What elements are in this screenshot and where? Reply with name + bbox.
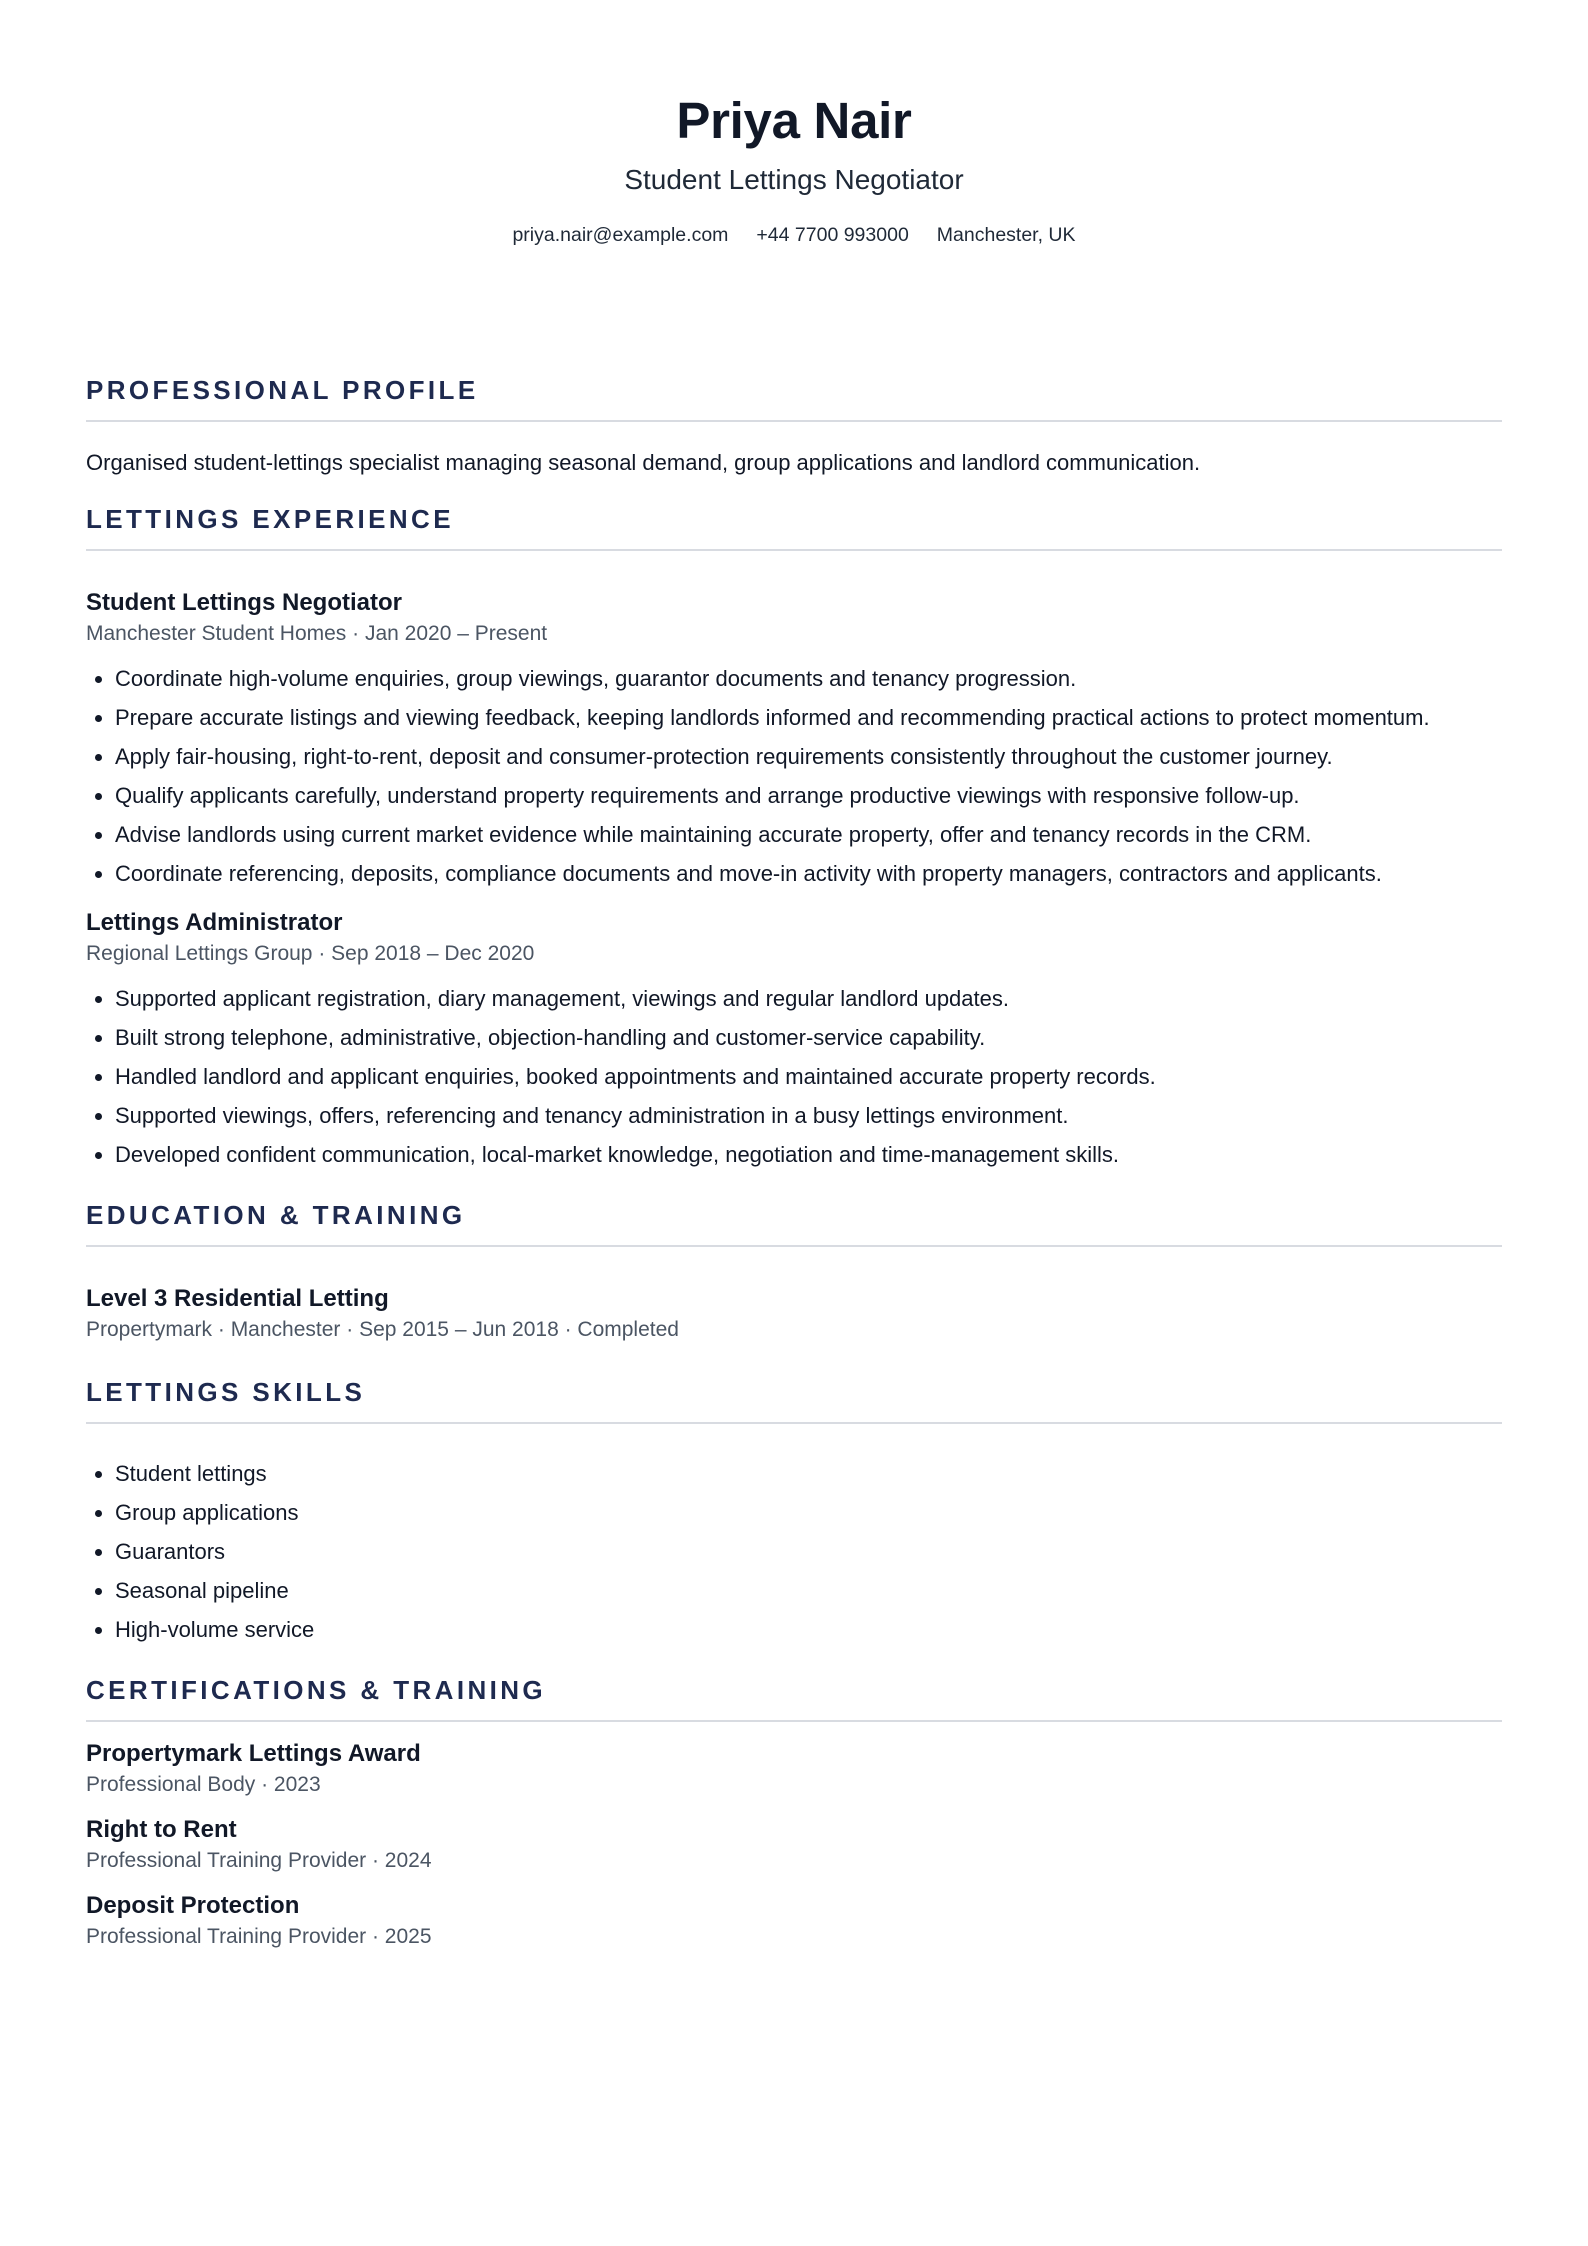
education-qualification: Level 3 Residential Letting (86, 1285, 389, 1313)
job-bullet: • Supported applicant registration, diary management, viewings and regular landlord updates. (115, 979, 1502, 1018)
job-bullet: • Advise landlords using current market evidence while maintaining accurate property, offer and tenancy records in the CRM. (115, 815, 1502, 854)
skills-section (86, 1377, 1502, 1649)
education-section (86, 1200, 1502, 1343)
job-entry (86, 589, 1502, 893)
job-bullet: • Supported viewings, offers, referencing and tenancy administration in a busy lettings environment. (115, 1096, 1502, 1135)
experience-section (86, 504, 1502, 1174)
job-bullet: • Coordinate high-volume enquiries, group viewings, guarantor documents and tenancy progression. (115, 659, 1502, 698)
job-role: Lettings Administrator (86, 909, 343, 937)
job-bullets (86, 659, 1502, 893)
skill-item: • Guarantors (115, 1532, 1502, 1571)
contact-phone: +44 7700 993000 (756, 224, 909, 247)
skills-list (86, 1454, 1502, 1649)
candidate-name: Priya Nair (676, 92, 912, 149)
certification-entry (86, 1892, 1502, 1950)
resume-header (86, 0, 1502, 247)
contact-line (86, 224, 1502, 247)
contact-location: Manchester, UK (936, 224, 1076, 247)
skill-item: • High-volume service (115, 1610, 1502, 1649)
section-title-skills: LETTINGS SKILLS (86, 1377, 1502, 1424)
certifications-section (86, 1675, 1502, 1950)
certification-meta: Professional Training Provider · 2025 (86, 1925, 432, 1949)
section-title-profile: PROFESSIONAL PROFILE (86, 375, 1502, 422)
contact-email: priya.nair@example.com (512, 224, 729, 247)
skill-item: • Seasonal pipeline (115, 1571, 1502, 1610)
education-meta: Propertymark · Manchester · Sep 2015 – Jun 2018 · Completed (86, 1317, 679, 1341)
profile-section (86, 375, 1502, 478)
profile-summary: Organised student-lettings specialist managing seasonal demand, group applications and landlord communication. (86, 450, 1201, 476)
certification-entry (86, 1740, 1502, 1798)
certification-name: Deposit Protection (86, 1892, 300, 1920)
job-bullet: • Coordinate referencing, deposits, compliance documents and move-in activity with property managers, contractors and applicants. (115, 854, 1502, 893)
certification-name: Right to Rent (86, 1816, 237, 1844)
job-bullets (86, 979, 1502, 1174)
section-title-education: EDUCATION & TRAINING (86, 1200, 1502, 1247)
education-entry (86, 1285, 1502, 1343)
job-bullet: • Developed confident communication, local-market knowledge, negotiation and time-management skills. (115, 1135, 1502, 1174)
candidate-headline: Student Lettings Negotiator (624, 163, 964, 195)
certification-entry (86, 1816, 1502, 1874)
job-bullet: • Apply fair-housing, right-to-rent, deposit and consumer-protection requirements consistently throughout the customer journey. (115, 737, 1502, 776)
job-bullet: • Built strong telephone, administrative, objection-handling and customer-service capability. (115, 1018, 1502, 1057)
job-bullet: • Qualify applicants carefully, understand property requirements and arrange productive viewings with responsive follow-up. (115, 776, 1502, 815)
certification-meta: Professional Training Provider · 2024 (86, 1849, 432, 1873)
section-title-experience: LETTINGS EXPERIENCE (86, 504, 1502, 551)
job-entry (86, 909, 1502, 1174)
certification-name: Propertymark Lettings Award (86, 1740, 421, 1768)
skill-item: • Group applications (115, 1493, 1502, 1532)
skill-item: • Student lettings (115, 1454, 1502, 1493)
job-bullet: • Handled landlord and applicant enquiries, booked appointments and maintained accurate property records. (115, 1057, 1502, 1096)
job-role: Student Lettings Negotiator (86, 588, 402, 616)
job-bullet: • Prepare accurate listings and viewing feedback, keeping landlords informed and recommending practical actions to protect momentum. (115, 698, 1502, 737)
certification-meta: Professional Body · 2023 (86, 1773, 321, 1796)
job-meta: Regional Lettings Group · Sep 2018 – Dec 2020 (86, 941, 535, 965)
section-title-certifications: CERTIFICATIONS & TRAINING (86, 1675, 1502, 1722)
job-meta: Manchester Student Homes · Jan 2020 – Present (86, 621, 548, 645)
